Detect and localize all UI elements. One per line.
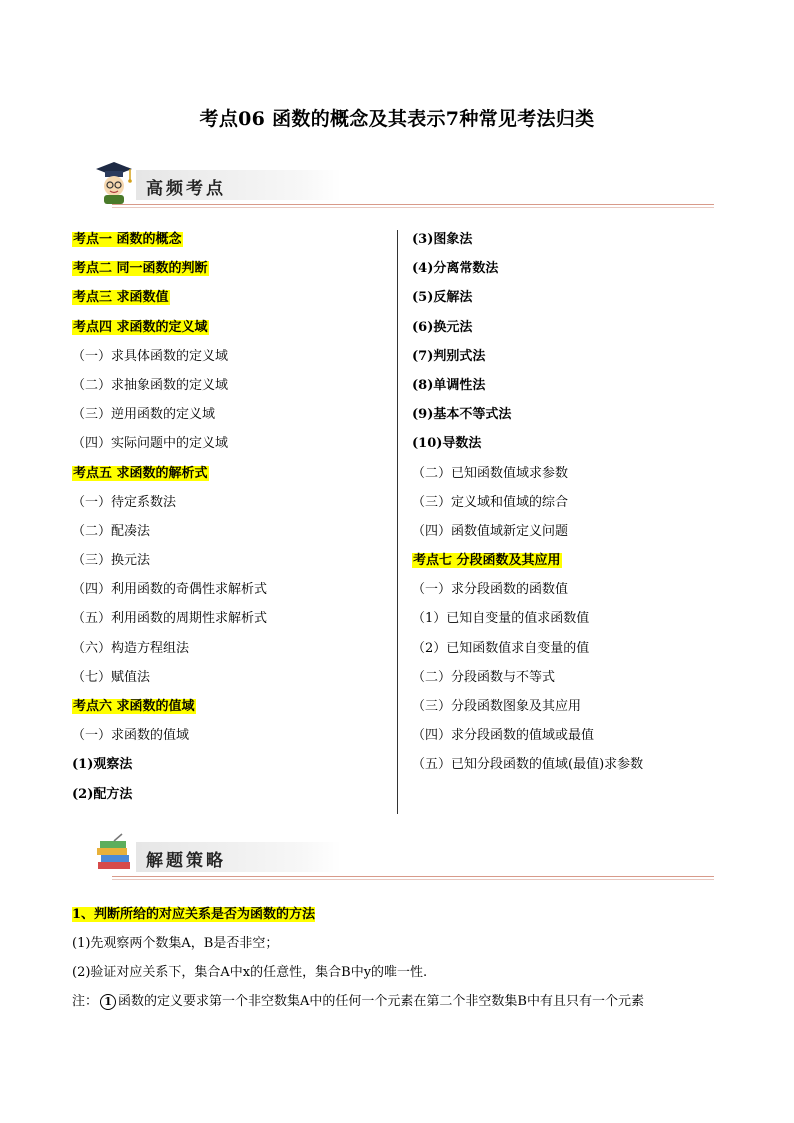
toc-right-column — [412, 230, 732, 785]
toc-item: (6)换元法 — [412, 319, 473, 335]
toc-item: 考点三 求函数值 — [73, 290, 169, 306]
toc-item: （二）配凑法 — [72, 523, 151, 539]
toc-item: （四）利用函数的奇偶性求解析式 — [72, 582, 268, 598]
graduate-cap-icon — [92, 160, 136, 204]
toc-item: （四）求分段函数的值域或最值 — [412, 728, 595, 744]
toc-item: （三）定义域和值域的综合 — [412, 494, 569, 510]
column-divider — [397, 230, 398, 814]
toc-item: (5)反解法 — [412, 290, 473, 306]
toc-item: （七）赋值法 — [72, 669, 151, 685]
toc-item: （四）函数值域新定义问题 — [412, 523, 569, 539]
strategy-note: 注： 1 函数的定义要求第一个非空数集A中的任何一个元素在第二个非空数集B中有且只有一个元素 — [72, 994, 644, 1009]
toc-item: （二）分段函数与不等式 — [412, 669, 556, 685]
toc-item: （三）逆用函数的定义域 — [72, 407, 216, 423]
toc-item: (3)图象法 — [412, 232, 473, 247]
toc-item: （五）利用函数的周期性求解析式 — [72, 611, 268, 627]
toc-item: （三）换元法 — [72, 553, 151, 569]
strategy-line: (2)验证对应关系下，集合A中x的任意性，集合B中y的唯一性. — [72, 965, 428, 980]
toc-item: (10)导数法 — [412, 436, 482, 452]
toc-item: 考点一 函数的概念 — [73, 232, 182, 247]
circled-number: 1 — [100, 994, 116, 1010]
toc-item: (9)基本不等式法 — [412, 407, 512, 423]
strategy-section — [72, 905, 732, 1021]
toc-item: (7)判别式法 — [412, 348, 486, 364]
strategy-heading: 1、判断所给的对应关系是否为函数的方法 — [72, 907, 316, 922]
strategy-line: (1)先观察两个数集A，B是否非空； — [72, 936, 279, 951]
toc-item: （二）求抽象函数的定义域 — [72, 377, 229, 393]
banner-label: 高频考点 — [146, 179, 226, 199]
toc-item: （一）待定系数法 — [72, 494, 177, 510]
toc-item: 考点七 分段函数及其应用 — [413, 553, 561, 569]
toc-item: （2）已知函数值求自变量的值 — [412, 640, 590, 656]
toc-left-column — [72, 230, 392, 814]
toc-item: （1）已知自变量的值求函数值 — [412, 611, 590, 627]
toc-item: （一）求具体函数的定义域 — [72, 348, 229, 364]
toc-item: (2)配方法 — [72, 786, 133, 802]
banner-label: 解题策略 — [146, 851, 226, 871]
toc-item: （二）已知函数值域求参数 — [412, 465, 569, 481]
toc-item: 考点二 同一函数的判断 — [73, 261, 208, 277]
section-banner-high-frequency — [92, 160, 714, 204]
toc-item: （一）求函数的值域 — [72, 728, 190, 744]
toc-item: (8)单调性法 — [412, 377, 486, 393]
toc-item: (1)观察法 — [72, 757, 133, 773]
toc-item: 考点六 求函数的值域 — [73, 699, 195, 714]
toc-item: （一）求分段函数的函数值 — [412, 582, 569, 598]
toc-item: 考点五 求函数的解析式 — [73, 465, 208, 481]
section-banner-strategy — [92, 832, 714, 876]
toc — [72, 230, 722, 814]
toc-item: （四）实际问题中的定义域 — [72, 436, 229, 452]
toc-item: （三）分段函数图象及其应用 — [412, 699, 582, 714]
page-title: 考点06 函数的概念及其表示7种常见考法归类 — [199, 108, 595, 130]
toc-item: 考点四 求函数的定义域 — [73, 319, 208, 335]
toc-item: (4)分离常数法 — [412, 261, 499, 277]
toc-item: （六）构造方程组法 — [72, 640, 190, 656]
toc-item: （五）已知分段函数的值域(最值)求参数 — [412, 757, 644, 773]
books-icon — [92, 832, 136, 876]
